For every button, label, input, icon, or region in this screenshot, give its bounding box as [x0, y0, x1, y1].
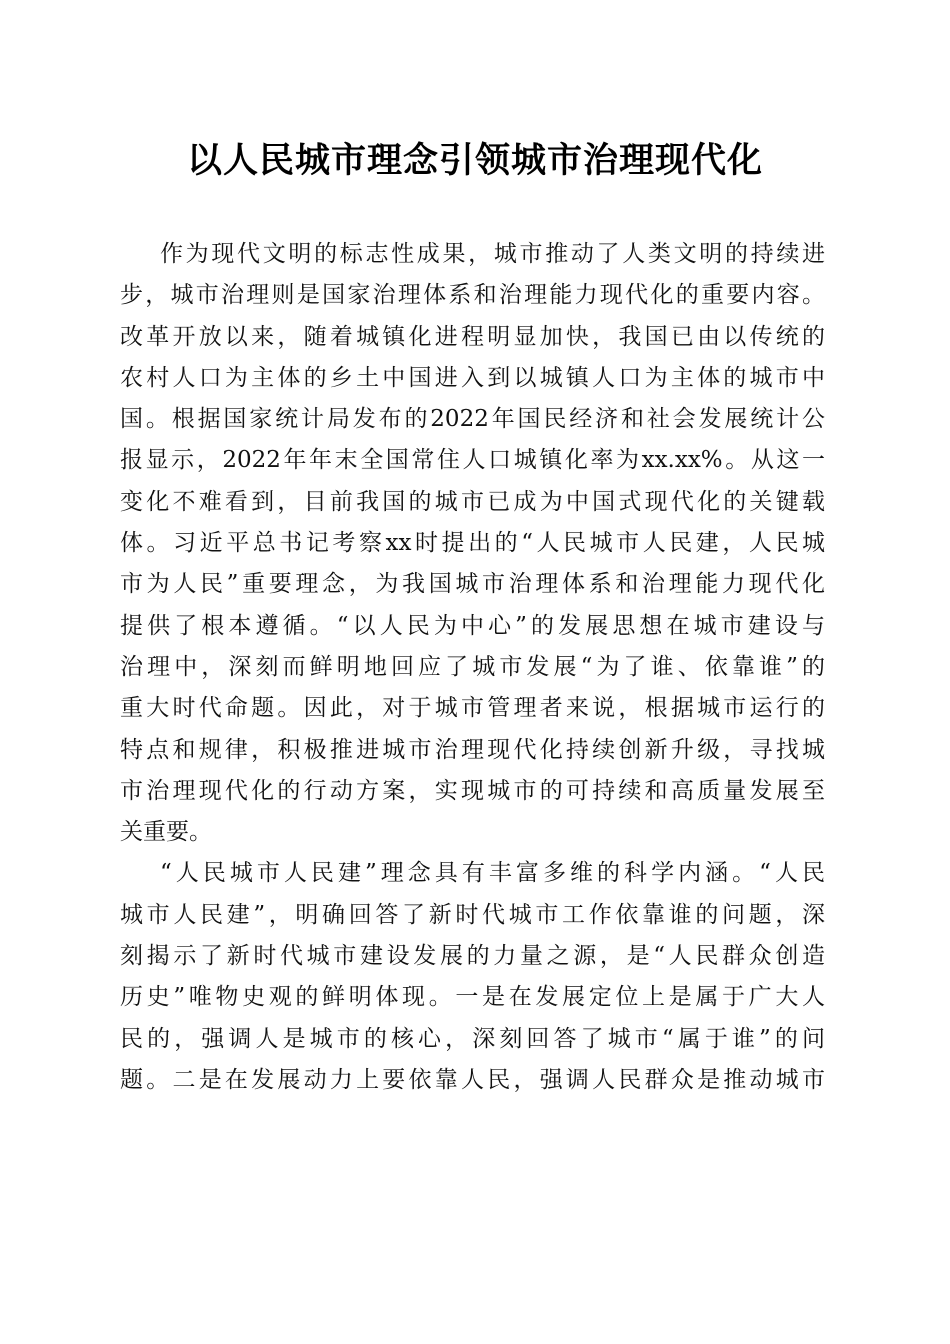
paragraph-line: 国。根据国家统计局发布的2022年国民经济和社会发展统计公 — [120, 406, 825, 433]
paragraph-line: 变化不难看到，目前我国的城市已成为中国式现代化的关键载 — [120, 488, 825, 515]
paragraph-2 — [120, 853, 825, 1101]
paragraph-line: 刻揭示了新时代城市建设发展的力量之源，是“人民群众创造 — [120, 943, 825, 970]
paragraph-line: 农村人口为主体的乡土中国进入到以城镇人口为主体的城市中 — [120, 364, 825, 391]
paragraph-line: 市为人民”重要理念，为我国城市治理体系和治理能力现代化 — [120, 571, 825, 598]
paragraph-line: 改革开放以来，随着城镇化进程明显加快，我国已由以传统的 — [120, 323, 825, 350]
paragraph-line: 民的，强调人是城市的核心，深刻回答了城市“属于谁”的问 — [120, 1025, 825, 1052]
paragraph-line: 关重要。 — [120, 819, 212, 846]
paragraph-1 — [120, 234, 825, 853]
paragraph-line: 特点和规律，积极推进城市治理现代化持续创新升级，寻找城 — [120, 736, 825, 763]
paragraph-line: 提供了根本遵循。“以人民为中心”的发展思想在城市建设与 — [120, 612, 825, 639]
paragraph-line: 历史”唯物史观的鲜明体现。一是在发展定位上是属于广大人 — [120, 984, 825, 1011]
paragraph-line: 题。二是在发展动力上要依靠人民，强调人民群众是推动城市 — [120, 1066, 825, 1093]
paragraph-line: 市治理现代化的行动方案，实现城市的可持续和高质量发展至 — [120, 777, 825, 804]
paragraph-line: 报显示，2022年年末全国常住人口城镇化率为xx.xx%。从这一 — [120, 447, 825, 474]
paragraph-line: 体。习近平总书记考察xx时提出的“人民城市人民建，人民城 — [120, 530, 825, 557]
paragraph-line: 作为现代文明的标志性成果，城市推动了人类文明的持续进 — [160, 241, 825, 267]
document-title: 以人民城市理念引领城市治理现代化 — [186, 140, 763, 181]
paragraph-line: 城市人民建”，明确回答了新时代城市工作依靠谁的问题，深 — [120, 901, 825, 928]
paragraph-line: 治理中，深刻而鲜明地回应了城市发展“为了谁、依靠谁”的 — [120, 653, 825, 680]
document-body — [120, 234, 825, 1101]
paragraph-line: 步，城市治理则是国家治理体系和治理能力现代化的重要内容。 — [120, 282, 825, 309]
paragraph-line: 重大时代命题。因此，对于城市管理者来说，根据城市运行的 — [120, 695, 825, 722]
paragraph-line: “人民城市人民建”理念具有丰富多维的科学内涵。“人民 — [160, 860, 825, 887]
